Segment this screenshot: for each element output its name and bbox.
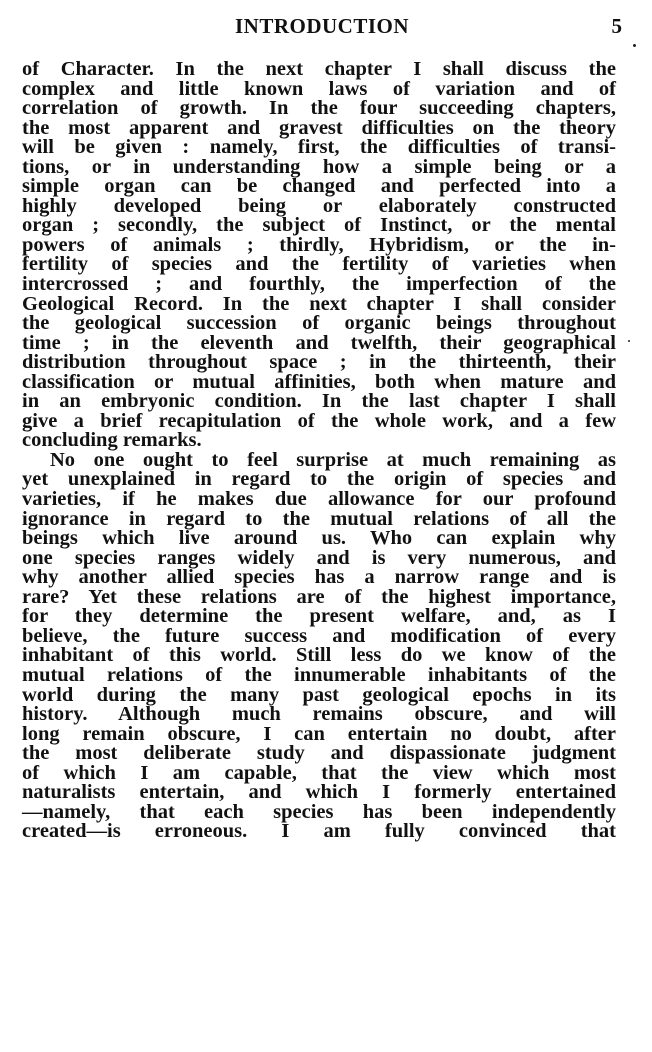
page-header [22,12,622,40]
text-line: time ; in the eleventh and twelfth, their geographical [22,331,616,354]
text-line: naturalists entertain, and which I formerly entertained [22,781,616,804]
text-line: correlation of growth. In the four succeeding chapters, [22,97,616,120]
print-speck [628,340,630,342]
text-line: distribution throughout space ; in the thirteenth, their [22,351,616,374]
text-line: organ ; secondly, the subject of Instinct, or the mental [22,214,616,237]
text-line: powers of animals ; thirdly, Hybridism, or the in- [22,233,616,256]
text-line: of Character. In the next chapter I shall discuss the [22,58,616,80]
text-line: in an embryonic condition. In the last chapter I shall [22,390,616,413]
paragraph [22,448,616,843]
text-line: Geological Record. In the next chapter I shall consider [22,292,616,315]
text-line: beings which live around us. Who can explain why [22,527,616,550]
text-line: the most apparent and gravest difficulties on the theory [22,116,616,139]
text-line: tions, or in understanding how a simple being or a [22,155,616,178]
text-line: simple organ can be changed and perfected into a [22,175,616,198]
text-line: believe, the future success and modification of every [22,624,616,647]
text-line: mutual relations of the innumerable inhabitants of the [22,663,616,686]
text-line: one species ranges widely and is very numerous, and [22,546,616,569]
text-line: for they determine the present welfare, and, as I [22,605,616,628]
body-text [22,60,616,842]
paragraph [22,60,616,451]
text-line: will be given : namely, first, the difficulties of transi- [22,136,616,159]
text-line: inhabitant of this world. Still less do we know of the [22,644,616,667]
running-title: INTRODUCTION [234,14,410,38]
text-line: created—is erroneous. I am fully convinced that [22,820,616,843]
text-line: complex and little known laws of variation and of [22,77,616,100]
text-line: ignorance in regard to the mutual relations of all the [22,507,616,530]
text-line: why another allied species has a narrow range and is [22,566,616,589]
text-line: highly developed being or elaborately constructed [22,194,616,217]
text-line: rare? Yet these relations are of the highest importance, [22,585,616,608]
text-line: varieties, if he makes due allowance for our profound [22,488,616,511]
text-line: world during the many past geological epochs in its [22,683,616,706]
text-line: concluding remarks. [22,429,202,452]
page-number: 5 [611,14,622,38]
text-line: give a brief recapitulation of the whole work, and a few [22,409,616,432]
print-speck [633,44,636,47]
text-line: of which I am capable, that the view which most [22,761,616,784]
text-line: fertility of species and the fertility of varieties when [22,253,616,276]
text-line: history. Although much remains obscure, and will [22,703,616,726]
text-line: the most deliberate study and dispassionate judgment [22,742,616,765]
text-line: long remain obscure, I can entertain no doubt, after [22,722,616,745]
text-line: classification or mutual affinities, both when mature and [22,370,616,393]
text-line: the geological succession of organic beings throughout [22,312,616,335]
text-line: yet unexplained in regard to the origin of species and [22,468,616,491]
text-line: intercrossed ; and fourthly, the imperfection of the [22,273,616,296]
text-line: No one ought to feel surprise at much remaining as [50,448,616,471]
text-line: —namely, that each species has been independently [22,800,616,823]
